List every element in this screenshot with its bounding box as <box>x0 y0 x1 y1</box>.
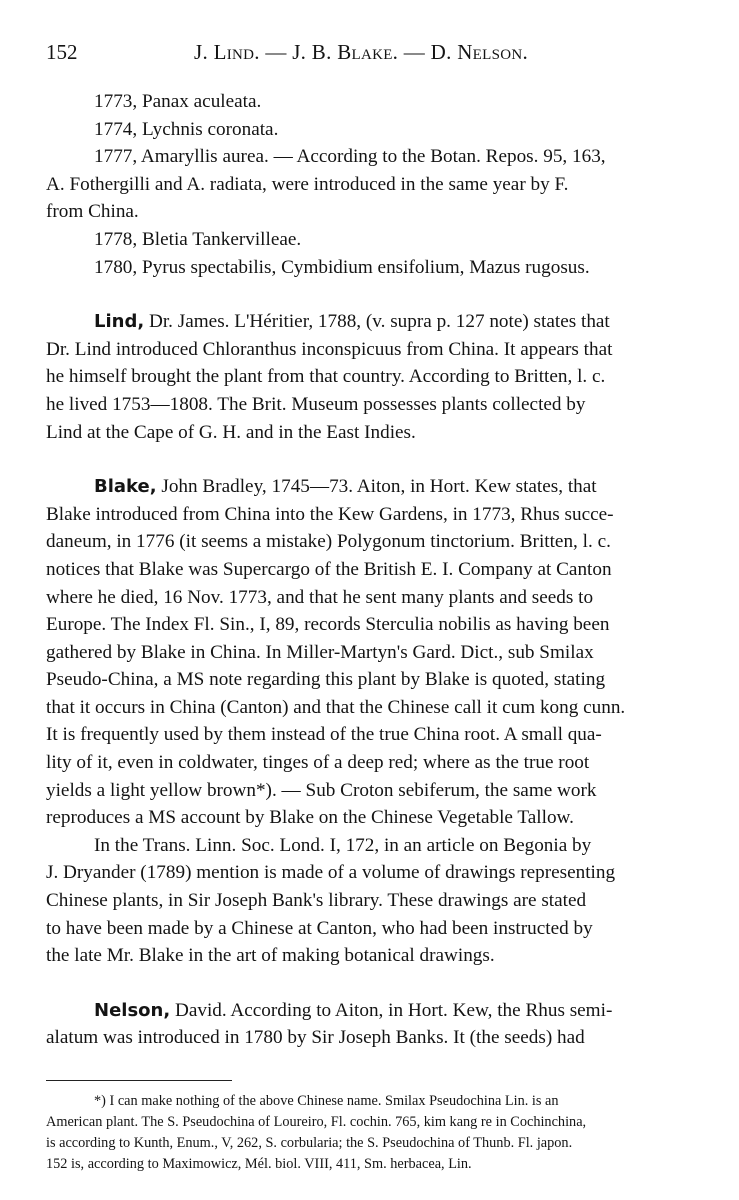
text-line: daneum, in 1776 (it seems a mistake) Polygonum tinctorium. Britten, l. c. <box>46 531 611 553</box>
footnote-line: is according to Kunth, Enum., V, 262, S. corbularia; the S. Pseudochina of Thunb. Fl. japon. <box>46 1135 573 1151</box>
list-item-1777: 1777, Amaryllis aurea. — According to the Botan. Repos. 95, 163, <box>94 146 606 168</box>
entry-name-nelson: Nelson, <box>94 999 171 1021</box>
text-line: yields a light yellow brown*). — Sub Croton sebiferum, the same work <box>46 779 597 801</box>
text-line: Chinese plants, in Sir Joseph Bank's library. These drawings are stated <box>46 890 587 912</box>
text-line: that it occurs in China (Canton) and that the Chinese call it cum kong cunn. <box>46 696 626 718</box>
text-line: Blake introduced from China into the Kew Gardens, in 1773, Rhus succe- <box>46 503 614 525</box>
text-line: where he died, 16 Nov. 1773, and that he sent many plants and seeds to <box>46 586 594 608</box>
text-line: Pseudo-China, a MS note regarding this plant by Blake is quoted, stating <box>46 669 606 691</box>
text-line: he himself brought the plant from that country. According to Britten, l. c. <box>46 366 606 388</box>
footnote-line: 152 is, according to Maximowicz, Mél. biol. VIII, 411, Sm. herbacea, Lin. <box>46 1156 472 1172</box>
list-item-1780: 1780, Pyrus spectabilis, Cymbidium ensifolium, Mazus rugosus. <box>94 256 590 278</box>
running-head: J. Lind. — J. B. Blake. — D. Nelson. <box>194 40 529 64</box>
text-line: Lind at the Cape of G. H. and in the East Indies. <box>46 421 416 443</box>
text-line: J. Dryander (1789) mention is made of a volume of drawings representing <box>46 862 616 884</box>
blake-first-line: Blake, John Bradley, 1745—73. Aiton, in Hort. Kew states, that <box>94 476 597 498</box>
list-item-1774: 1774, Lychnis coronata. <box>94 118 279 140</box>
text-line: In the Trans. Linn. Soc. Lond. I, 172, in an article on Begonia by <box>94 834 592 856</box>
text-line: lity of it, even in coldwater, tinges of a deep red; where as the true root <box>46 752 590 774</box>
lind-first-line: Lind, Dr. James. L'Héritier, 1788, (v. supra p. 127 note) states that <box>94 311 610 333</box>
text-line: Europe. The Index Fl. Sin., I, 89, records Sterculia nobilis as having been <box>46 614 610 636</box>
footnote-line: American plant. The S. Pseudochina of Loureiro, Fl. cochin. 765, kim kang re in Cochinchina, <box>46 1114 587 1130</box>
list-item-1777-end: from China. <box>46 201 139 223</box>
page-header <box>46 40 709 70</box>
nelson-first-line: Nelson, David. According to Aiton, in Hort. Kew, the Rhus semi- <box>94 999 613 1021</box>
list-item-1778: 1778, Bletia Tankervilleae. <box>94 228 302 250</box>
page-body <box>46 88 713 1052</box>
text-line: gathered by Blake in China. In Miller-Martyn's Gard. Dict., sub Smilax <box>46 641 594 663</box>
text-line: to have been made by a Chinese at Canton, who had been instructed by <box>46 917 593 939</box>
footnote <box>46 1091 713 1175</box>
text-line: the late Mr. Blake in the art of making botanical drawings. <box>46 945 495 967</box>
list-item-1773: 1773, Panax aculeata. <box>94 91 262 112</box>
page-number: 152 <box>46 40 78 64</box>
text-line: notices that Blake was Supercargo of the British E. I. Company at Canton <box>46 558 612 580</box>
text-line: reproduces a MS account by Blake on the Chinese Vegetable Tallow. <box>46 807 574 829</box>
text-line: Dr. Lind introduced Chloranthus inconspicuus from China. It appears that <box>46 338 613 360</box>
entry-name-lind: Lind, <box>94 311 145 333</box>
footnote-line: *) I can make nothing of the above Chinese name. Smilax Pseudochina Lin. is an <box>94 1093 559 1109</box>
footnote-rule <box>46 1080 232 1081</box>
text-line: alatum was introduced in 1780 by Sir Joseph Banks. It (the seeds) had <box>46 1027 585 1049</box>
entry-name-blake: Blake, <box>94 476 157 498</box>
text-line: It is frequently used by them instead of the true China root. A small qua- <box>46 724 602 746</box>
list-item-1777-cont: A. Fothergilli and A. radiata, were introduced in the same year by F. <box>46 173 569 195</box>
text-line: he lived 1753—1808. The Brit. Museum possesses plants collected by <box>46 393 586 415</box>
